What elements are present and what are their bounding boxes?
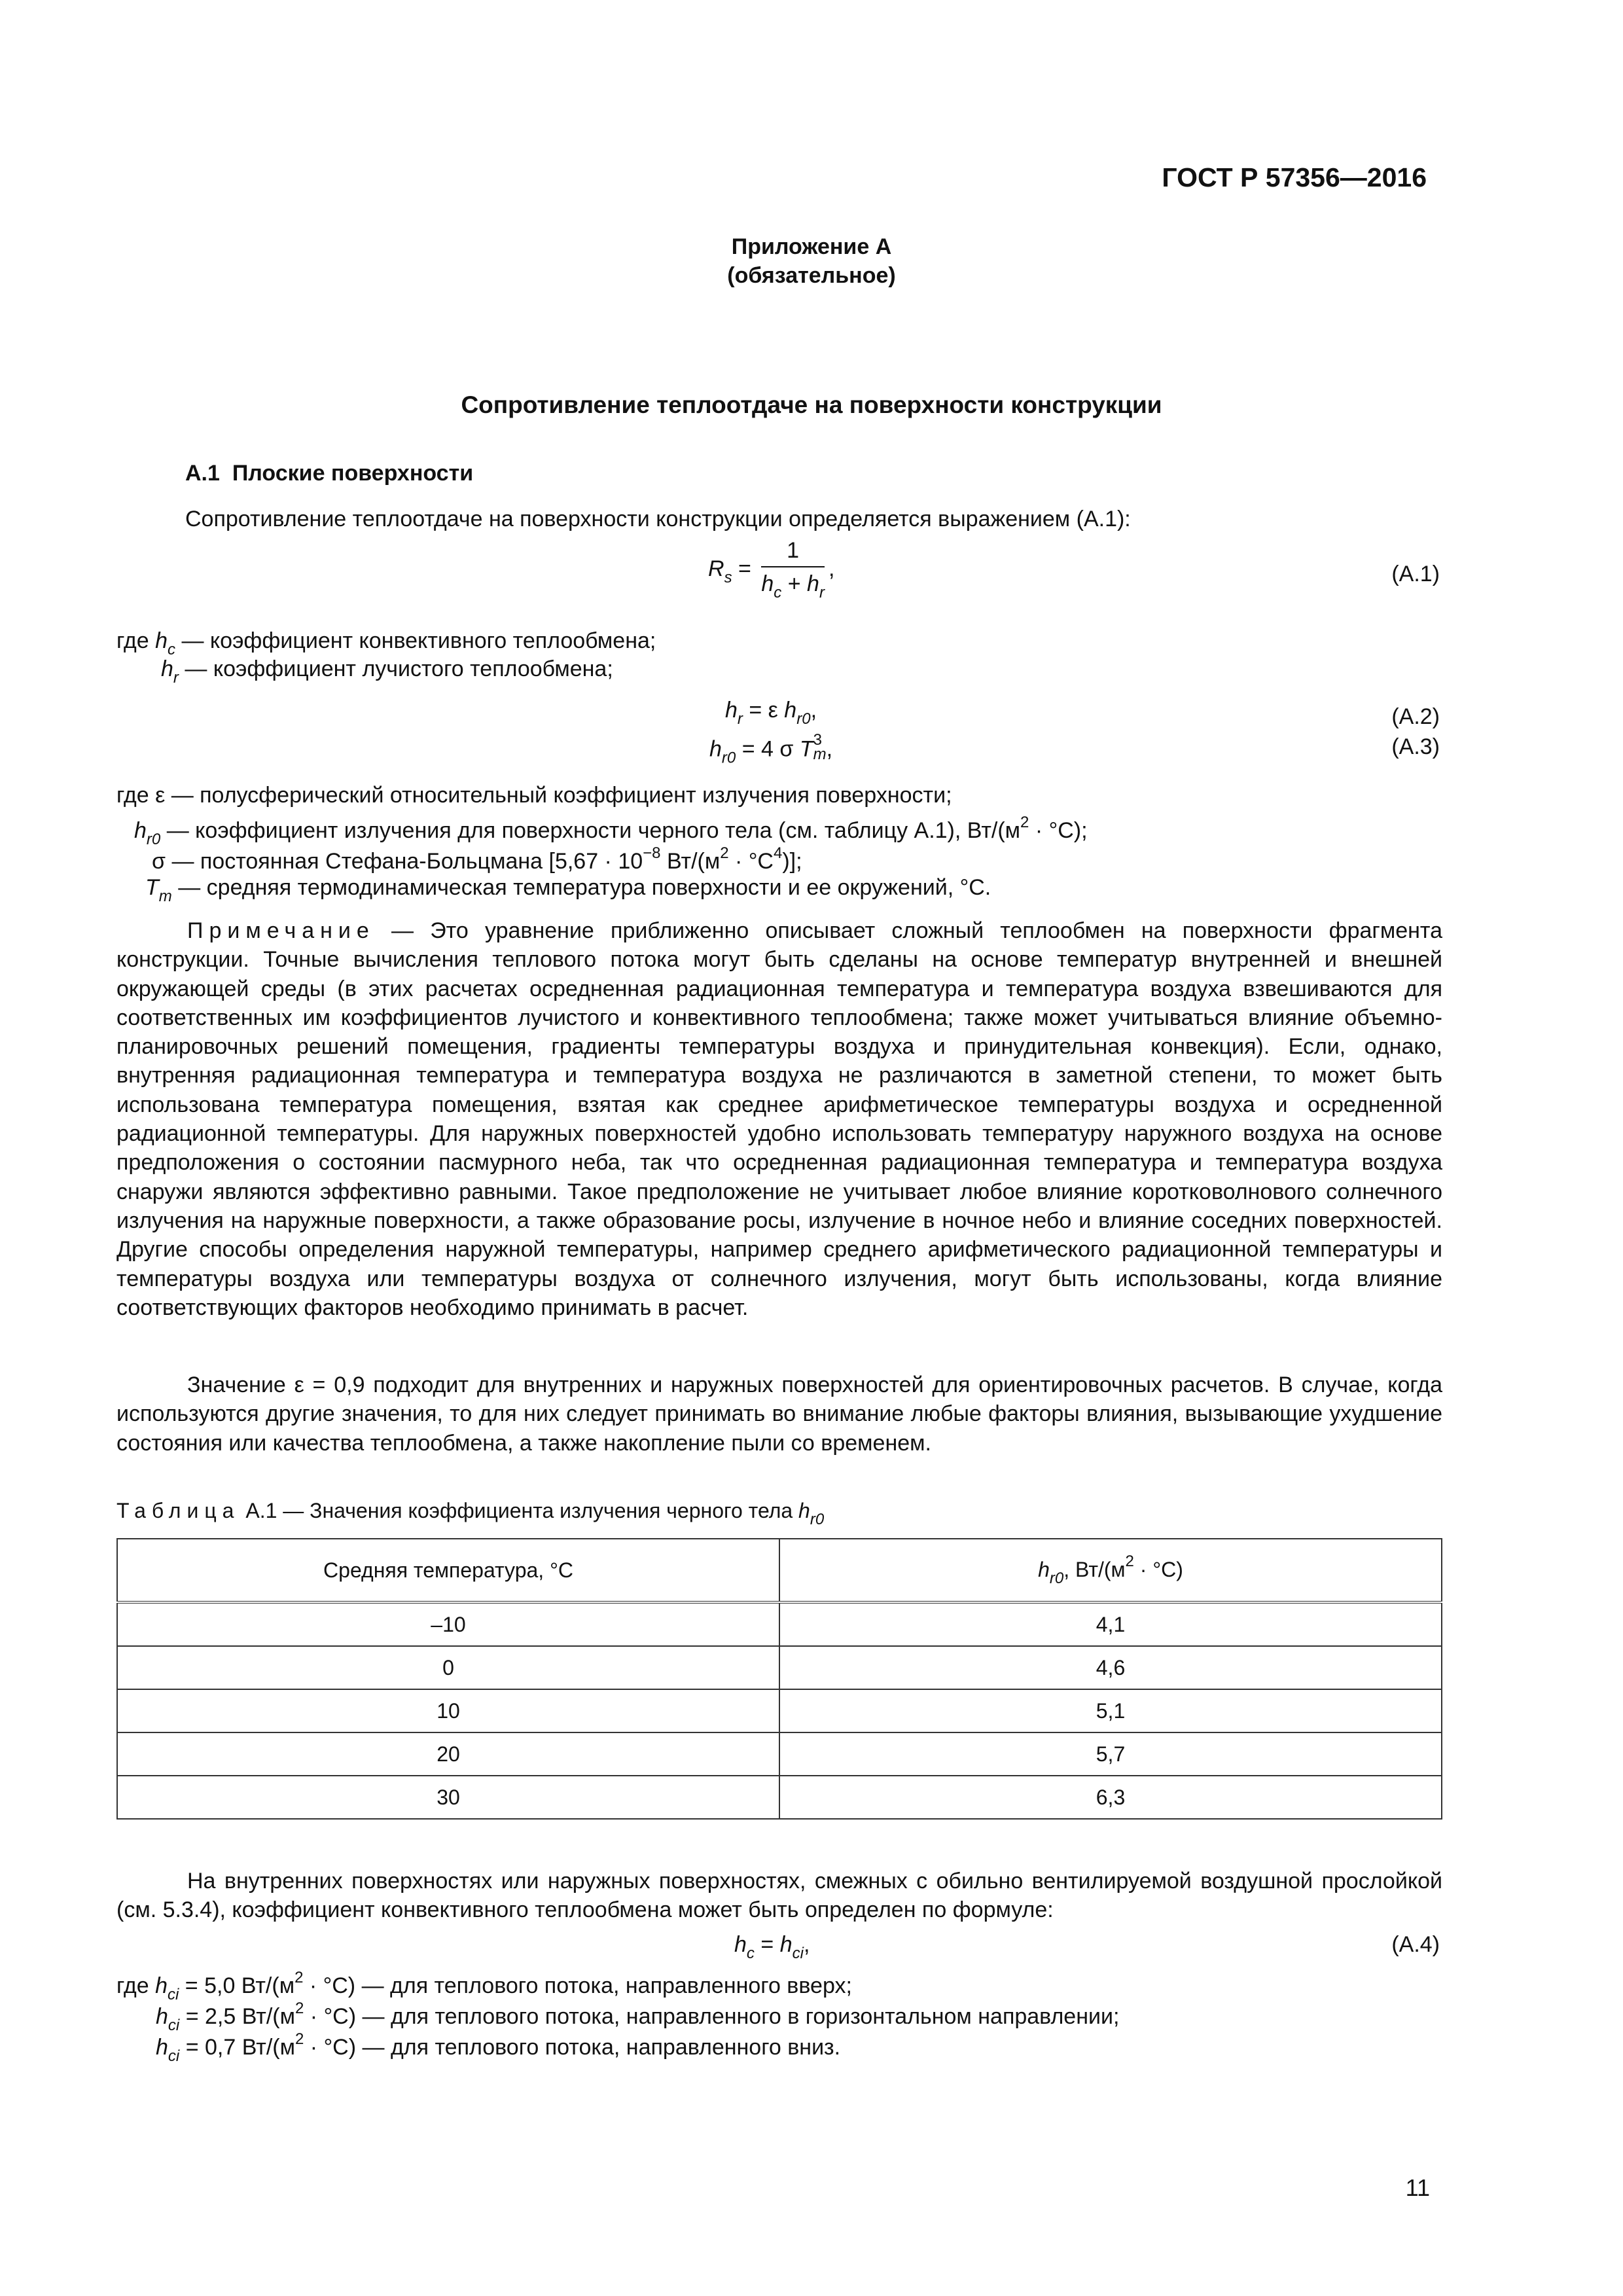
- table-caption-label: Таблица: [116, 1499, 240, 1522]
- where3-line2: $h_{ci} = 2,5$ $Вт/(м^2 \cdot ^\circ C)$ — для теплового потока, направленного в горизонтальном направлении;: [156, 2000, 1120, 2034]
- eq1-fraction: [761, 538, 825, 602]
- intro-paragraph: Сопротивление теплоотдаче на поверхности конструкции определяется выражением (А.1):: [185, 507, 1131, 531]
- table-header-row: [117, 1539, 1442, 1602]
- eq4-number: (А.4): [1391, 1932, 1440, 1957]
- where2-sigma: σ — постоянная Стефана-Больцмана [$5,67 \cdot 10^{-8}$ $Вт/(м^2 \cdot ^\circ C^4)$];: [152, 844, 802, 874]
- subsection-number: А.1: [185, 461, 220, 486]
- table-cell-hr0: 5,7: [779, 1732, 1442, 1776]
- eq1-numerator: 1: [761, 538, 825, 567]
- subsection-heading: [185, 461, 473, 486]
- table-cell-temperature: 10: [117, 1689, 779, 1732]
- section-title: Сопротивление теплоотдаче на поверхности конструкции: [461, 391, 1162, 418]
- eq1-denominator: $h_c + h_r$: [761, 571, 825, 601]
- equation-a3: $h_{r0} = 4$ σ T 3 m ,: [709, 731, 833, 767]
- where3-line1: где $h_{ci} = 5,0$ $Вт/(м^2 \cdot ^\circ C)$ — для теплового потока, направленного вверх;: [116, 1969, 852, 2003]
- table-row: [117, 1602, 1442, 1646]
- eq1-comma: ,: [828, 556, 835, 581]
- epsilon-paragraph: Значение ε = 0,9 подходит для внутренних и наружных поверхностей для ориентировочных расчетов. В случае, когда используются другие значения, то для них следует принимать во внимание любые факторы влияния, вызывающие ухудшение состояния или качества теплообмена, а также накопление пыли со временем.: [116, 1372, 1442, 1456]
- note-label: Примечание: [187, 918, 375, 943]
- table-cell-temperature: 30: [117, 1776, 779, 1819]
- note-paragraph: [116, 916, 1442, 1322]
- eq3-number: (А.3): [1391, 734, 1440, 759]
- table-cell-hr0: 5,1: [779, 1689, 1442, 1732]
- table-cell-hr0: 4,1: [779, 1602, 1442, 1646]
- where1-hr: $h_r$ — коэффициент лучистого теплообмена;: [161, 656, 613, 687]
- where1-hc: где $h_c$ — коэффициент конвективного теплообмена;: [116, 628, 656, 658]
- equation-a1: [708, 538, 834, 602]
- note-text: — Это уравнение приближенно описывает сложный теплообмен на поверхности фрагмента конструкции. Точные вычисления теплового потока могут быть сделаны на основе температур внутренней и внешней окружающей среды (в этих расчетах осредненная радиационная температура и температура воздуха взвешиваются для соответственных им коэффициентов лучистого и конвективного теплообмена; также может учитываться влияние объемно-планировочных решений помещения, градиенты температуры воздуха и принудительная конвекция). Если, однако, внутренняя радиационная температура и температура воздуха не различаются в заметной степени, то может быть использована температура помещения, взятая как среднее арифметическое температуры воздуха и осредненной радиационной температуры. Для наружных поверхностей удобно использовать температуру наружного воздуха на основе предположения о состоянии пасмурного неба, так что осредненная радиационная температура и температура воздуха снаружи являются эффективно равными. Такое предположение не учитывает любое влияние коротковолнового солнечного излучения на наружные поверхности, а также образование росы, излучение в ночное небо и влияние соседних поверхностей. Другие способы определения наружной температуры, например среднего арифметического радиационной температуры и температуры воздуха или температуры воздуха от солнечного излучения, могут быть использованы, когда влияние соответствующих факторов необходимо принимать в расчет.: [116, 918, 1442, 1320]
- eq1-lhs: R: [708, 556, 724, 581]
- convective-paragraph: На внутренних поверхностях или наружных поверхностях, смежных с обильно вентилируемой воздушной прослойкой (см. 5.3.4), коэффициент конвективного теплообмена может быть определен по формуле:: [116, 1869, 1442, 1923]
- appendix-status: (обязательное): [727, 263, 896, 288]
- subsection-title: Плоские поверхности: [232, 461, 474, 486]
- table-caption: Таблица А.1 — Значения коэффициента излучения черного тела $h_{r0}$: [116, 1499, 825, 1528]
- equation-a2: $h_r = \varepsilon$ $h_{r0}$,: [725, 698, 817, 728]
- emissivity-table: [116, 1538, 1442, 1820]
- table-cell-hr0: 6,3: [779, 1776, 1442, 1819]
- table-row: [117, 1646, 1442, 1689]
- document-id: ГОСТ Р 57356—2016: [1162, 162, 1427, 192]
- page-number: 11: [1405, 2174, 1430, 2201]
- table-cell-temperature: –10: [117, 1602, 779, 1646]
- table-row: [117, 1732, 1442, 1776]
- where2-tm: $T_m$ — средняя термодинамическая температура поверхности и ее окружений, °С.: [145, 875, 991, 905]
- where2-epsilon: где ε — полусферический относительный коэффициент излучения поверхности;: [116, 783, 952, 808]
- table-cell-hr0: 4,6: [779, 1646, 1442, 1689]
- eq1-equals: =: [738, 556, 751, 581]
- table-header-temperature: Средняя температура, °С: [117, 1539, 779, 1602]
- where3-line3: $h_{ci} = 0,7$ $Вт/(м^2 \cdot ^\circ C)$ — для теплового потока, направленного вниз.: [156, 2030, 841, 2065]
- eq1-lhs-sub: s: [724, 568, 732, 586]
- table-cell-temperature: 20: [117, 1732, 779, 1776]
- eq1-number: (А.1): [1391, 562, 1440, 586]
- equation-a4: $h_c = h_{ci}$,: [734, 1932, 810, 1962]
- where2-hr0: $h_{r0}$ — коэффициент излучения для поверхности черного тела (см. таблицу А.1), $Вт/(м^2 \cdot ^\circ C)$;: [134, 814, 1088, 848]
- table-row: [117, 1689, 1442, 1732]
- table-cell-temperature: 0: [117, 1646, 779, 1689]
- table-header-hr0: $h_{r0}$, $Вт/(м^2 \cdot ^\circ С)$: [779, 1539, 1442, 1602]
- appendix-title: Приложение А: [731, 234, 892, 259]
- table-row: [117, 1776, 1442, 1819]
- eq2-number: (А.2): [1391, 704, 1440, 729]
